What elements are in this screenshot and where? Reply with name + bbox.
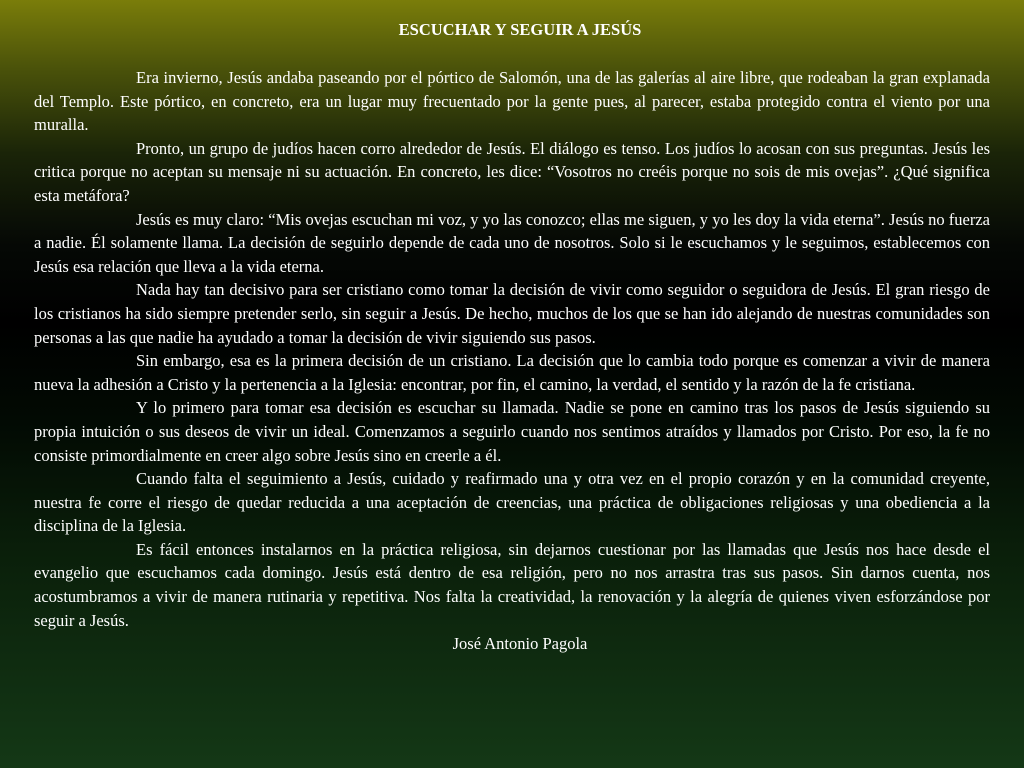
paragraph: Cuando falta el seguimiento a Jesús, cuidado y reafirmado una y otra vez en el propio corazón y en la comunidad creyente, nuestra fe corre el riesgo de quedar reducida a una aceptación de creencias, una práctica de obligaciones religiosas y una obediencia a la disciplina de la Iglesia. [34, 469, 990, 536]
paragraph: Pronto, un grupo de judíos hacen corro alrededor de Jesús. El diálogo es tenso. Los judíos lo acosan con sus preguntas. Jesús les critica porque no aceptan su mensaje ni su actuación. En concreto, les dice: “Vosotros no creéis porque no sois de mis ovejas”. ¿Qué significa esta metáfora? [34, 138, 990, 205]
paragraph: Es fácil entonces instalarnos en la práctica religiosa, sin dejarnos cuestionar por las llamadas que Jesús nos hace desde el evangelio que escuchamos cada domingo. Jesús está dentro de esa religión, pero no nos arrastra tras sus pasos. Sin darnos cuenta, nos acostumbramos a vivir de manera rutinaria y repetitiva. Nos falta la creatividad, la renovación y la alegría de quienes viven esforzándose por seguir a Jesús. [34, 539, 990, 630]
document-title: ESCUCHAR Y SEGUIR A JESÚS [398, 20, 642, 39]
paragraph: Sin embargo, esa es la primera decisión de un cristiano. La decisión que lo cambia todo porque es comenzar a vivir de manera nueva la adhesión a Cristo y la pertenencia a la Iglesia: encontrar, por fin, el camino, la verdad, el sentido y la razón de la fe cristiana. [34, 351, 990, 394]
paragraph: Jesús es muy claro: “Mis ovejas escuchan mi voz, y yo las conozco; ellas me siguen, y yo les doy la vida eterna”. Jesús no fuerza a nadie. Él solamente llama. La decisión de seguirlo depende de cada uno de nosotros. Solo si le escuchamos y le seguimos, establecemos con Jesús esa relación que lleva a la vida eterna. [34, 209, 990, 276]
paragraph: Nada hay tan decisivo para ser cristiano como tomar la decisión de vivir como seguidor o seguidora de Jesús. El gran riesgo de los cristianos ha sido siempre pretender serlo, sin seguir a Jesús. De hecho, muchos de los que se han ido alejando de nuestras comunidades son personas a las que nadie ha ayudado a tomar la decisión de vivir siguiendo sus pasos. [34, 280, 990, 347]
author-signature: José Antonio Pagola [452, 634, 588, 654]
document-page [34, 20, 990, 656]
paragraph: Era invierno, Jesús andaba paseando por el pórtico de Salomón, una de las galerías al aire libre, que rodeaban la gran explanada del Templo. Este pórtico, en concreto, era un lugar muy frecuentado por la gente pues, al parecer, estaba protegido contra el viento por una muralla. [34, 68, 990, 135]
paragraph: Y lo primero para tomar esa decisión es escuchar su llamada. Nadie se pone en camino tras los pasos de Jesús siguiendo su propia intuición o sus deseos de vivir un ideal. Comenzamos a seguirlo cuando nos sentimos atraídos y llamados por Cristo. Por eso, la fe no consiste primordialmente en creer algo sobre Jesús sino en creerle a él. [34, 398, 990, 465]
